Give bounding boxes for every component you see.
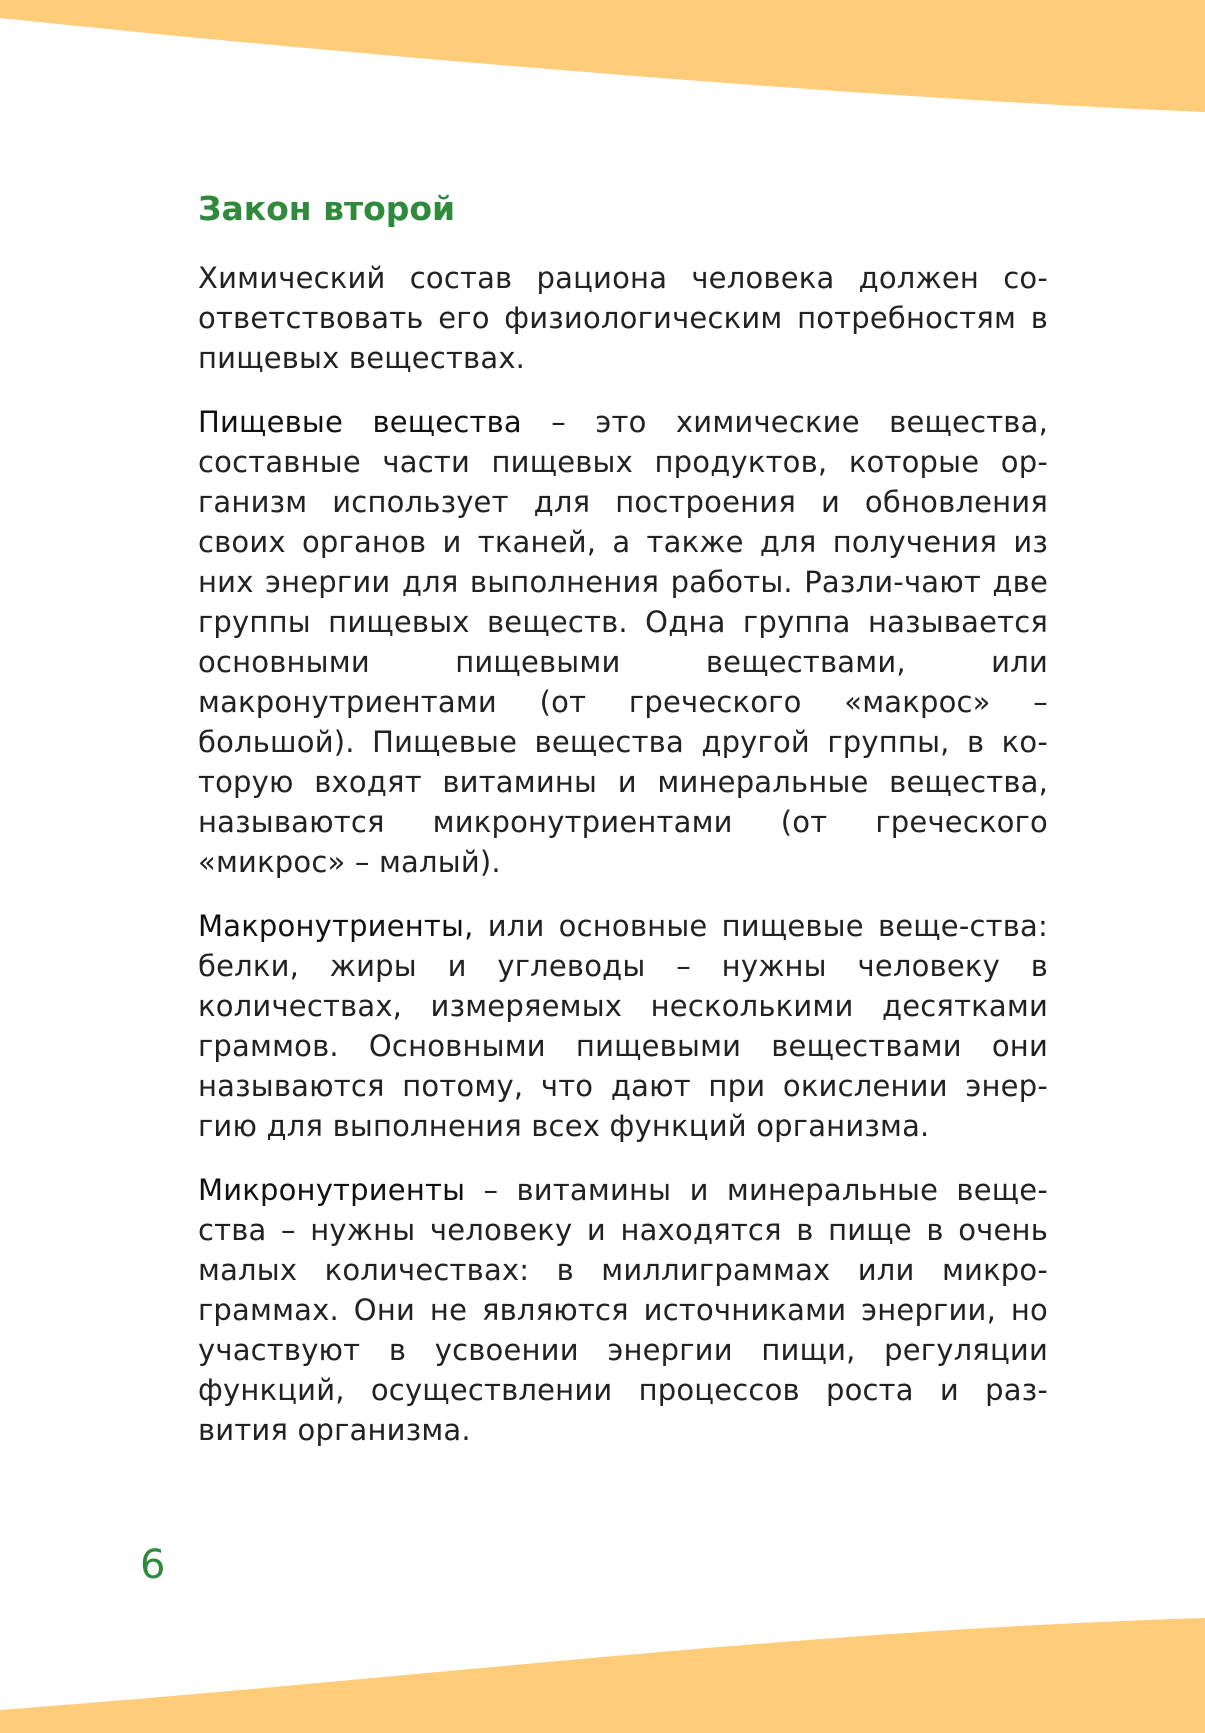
page-content	[198, 186, 1048, 1474]
term-nutrients: Пищевые вещества	[198, 405, 522, 439]
section-title: Закон второй	[198, 189, 456, 228]
paragraph-micronutrients-text: – витамины и минеральные веще-ства – нужны человеку и находятся в пище в очень малых количествах: в миллиграммах или микро-граммах. Они не являются источниками энергии, но участвуют в усвоении энергии пищи, регуляции функций, осуществлении процессов роста и раз-вития организма.	[198, 1173, 1048, 1447]
paragraph-macronutrients-text: или основные пищевые веще-ства: белки, жиры и углеводы – нужны человеку в количествах, измеряемых несколькими десятками граммов. Основными пищевыми веществами они называются потому, что дают при окислении энер-гию для выполнения всех функций организма.	[198, 909, 1048, 1143]
paragraph-nutrients	[198, 402, 1048, 882]
paragraph-nutrients-text: – это химические вещества, составные части пищевых продуктов, которые ор-ганизм использует для построения и обновления своих органов и тканей, а также для получения из них энергии для выполнения работы. Разли-чают две группы пищевых веществ. Одна группа называется основными пищевыми веществами, или макронутриентами (от греческого «макрос» – большой). Пищевые вещества другой группы, в ко-торую входят витамины и минеральные вещества, называются микронутриентами (от греческого «микрос» – малый).	[198, 405, 1048, 879]
intro-paragraph: Химический состав рациона человека должен со-ответствовать его физиологическим потребностям в пищевых веществах.	[198, 261, 1048, 375]
term-macronutrients: Макронутриенты,	[198, 909, 474, 943]
bottom-decorative-wave	[0, 1610, 1205, 1733]
page-number: 6	[140, 1542, 166, 1588]
paragraph-macronutrients	[198, 906, 1048, 1146]
term-micronutrients: Микронутриенты	[198, 1173, 466, 1207]
top-decorative-wave	[0, 0, 1205, 120]
paragraph-micronutrients	[198, 1170, 1048, 1450]
